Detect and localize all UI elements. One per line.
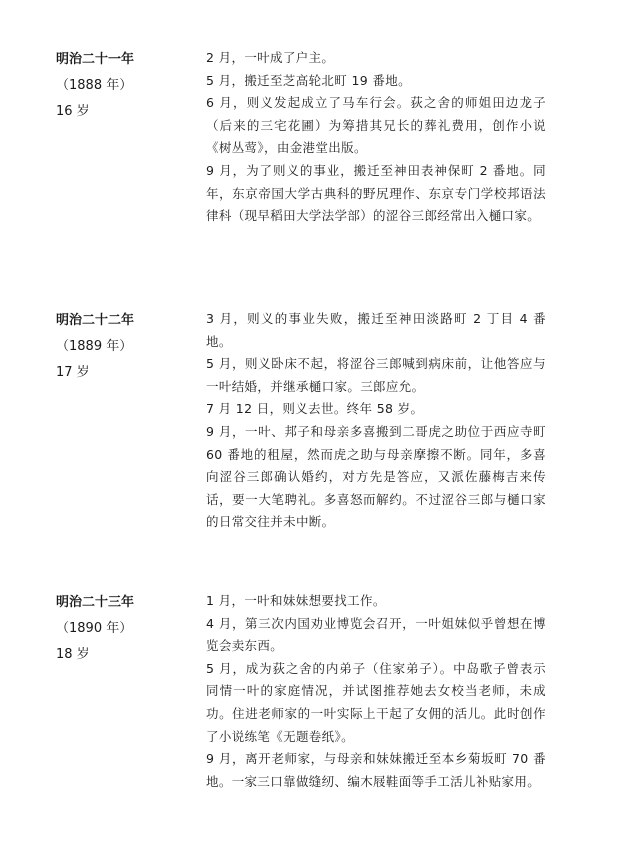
event-entry: 4 月，第三次内国劝业博览会召开，一叶姐妹似乎曾想在博览会卖东西。 [206,615,546,654]
event-entry: 5 月，搬迁至芝高轮北町 19 番地。 [206,72,411,88]
era-name: 明治二十二年 [56,313,135,328]
event-entry: 6 月，则义发起成立了马车行会。荻之舍的师姐田边龙子（后来的三宅花圃）为筹措其兄长的葬礼费用，创作小说《树丛莺》，由金港堂出版。 [206,95,546,156]
western-year: （1888 年） [56,78,133,93]
era-name: 明治二十三年 [56,595,135,610]
year-column [56,590,176,668]
event-entry: 5 月，成为荻之舍的内弟子（住家弟子）。中岛歌子曾表示同情一叶的家庭情况，并试图推荐她去女校当老师，未成功。住进老师家的一叶实际上干起了女佣的活儿。此时创作了小说练笔《无题卷纸》。 [206,660,546,744]
year-column [56,308,176,386]
era-name: 明治二十一年 [56,52,135,67]
western-year: （1890 年） [56,621,133,636]
events-column [206,47,546,228]
age: 18 岁 [56,647,90,662]
age: 17 岁 [56,365,90,380]
western-year: （1889 年） [56,339,133,354]
events-column [206,590,546,793]
event-entry: 9 月，离开老师家，与母亲和妹妹搬迁至本乡菊坂町 70 番地。一家三口靠做缝纫、编木屐鞋面等手工活儿补贴家用。 [206,751,546,789]
year-column [56,47,176,125]
event-entry: 9 月，一叶、邦子和母亲多喜搬到二哥虎之助位于西应寺町 60 番地的租屋，然而虎之助与母亲摩擦不断。同年，多喜向涩谷三郎确认婚约，对方先是答应，又派佐藤梅吉来传话，要一大笔聘礼。多喜怒而解约。不过涩谷三郎与樋口家的日常交往并未中断。 [206,423,546,530]
event-entry: 7 月 12 日，则义去世。终年 58 岁。 [206,401,424,417]
event-entry: 2 月，一叶成了户主。 [206,50,335,65]
events-column [206,308,546,534]
event-entry: 5 月，则义卧床不起，将涩谷三郎喊到病床前，让他答应与一叶结婚，并继承樋口家。三郎应允。 [206,356,546,394]
event-entry: 3 月，则义的事业失败，搬迁至神田淡路町 2 丁目 4 番地。 [206,311,546,349]
event-entry: 1 月，一叶和妹妹想要找工作。 [206,593,386,608]
event-entry: 9 月，为了则义的事业，搬迁至神田表神保町 2 番地。同年，东京帝国大学古典科的野尻理作、东京专门学校邦语法律科（现早稻田大学法学部）的涩谷三郎经常出入樋口家。 [206,162,546,224]
age: 16 岁 [56,104,90,119]
